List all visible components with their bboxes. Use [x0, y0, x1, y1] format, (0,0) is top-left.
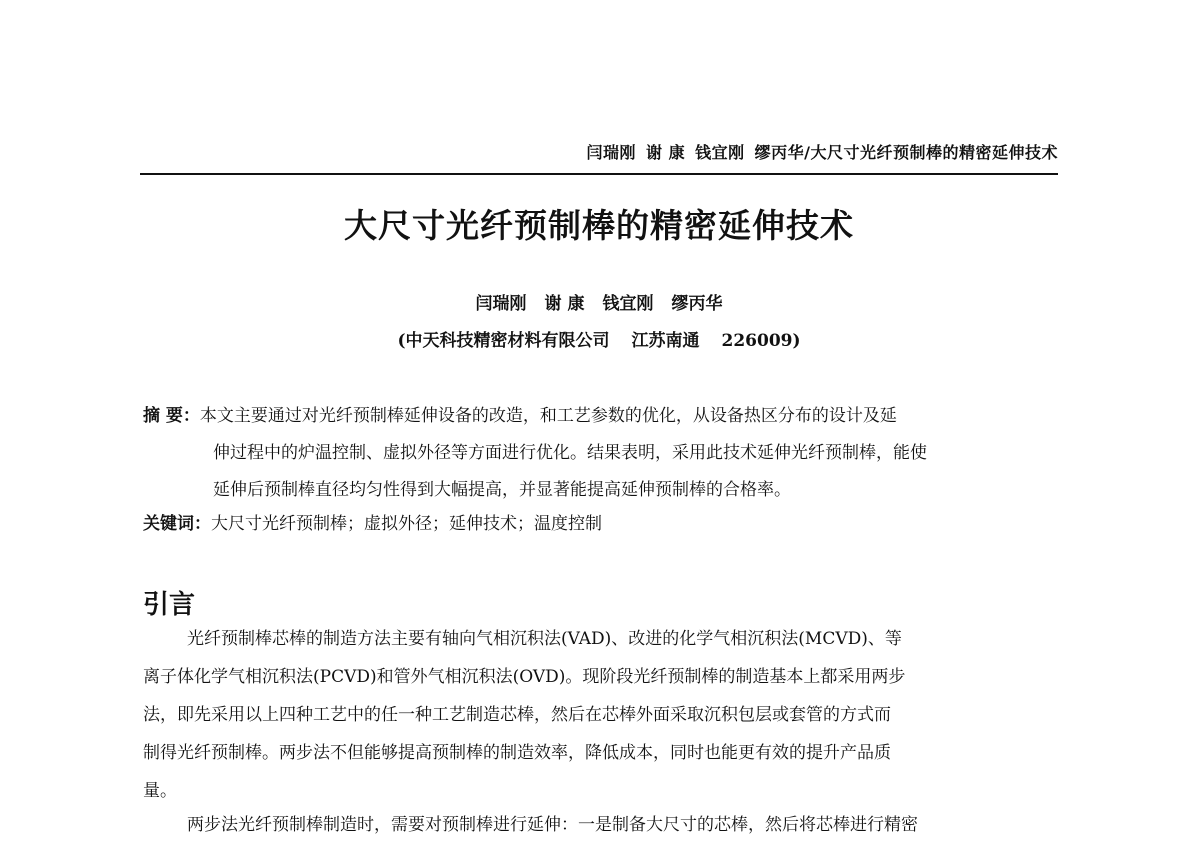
abstract-text: 本文主要通过对光纤预制棒延伸设备的改造，和工艺参数的优化，从设备热区分布的设计及延	[199, 406, 897, 426]
paragraph-line: 制得光纤预制棒。两步法不但能够提高预制棒的制造效率，降低成本，同时也能更有效的提升产品质	[143, 743, 891, 763]
paragraph-line: 光纤预制棒芯棒的制造方法主要有轴向气相沉积法(VAD)、改进的化学气相沉积法(MCVD)、等	[187, 629, 902, 649]
author: 谢 康	[544, 294, 585, 314]
abstract-line	[143, 398, 1058, 435]
abstract-line: 伸过程中的炉温控制、虚拟外径等方面进行优化。结果表明，采用此技术延伸光纤预制棒，能使	[213, 443, 927, 463]
paragraph-line: 两步法光纤预制棒制造时，需要对预制棒进行延伸：一是制备大尺寸的芯棒，然后将芯棒进行精密	[187, 815, 918, 835]
running-header-authors	[577, 143, 805, 162]
introduction-paragraph-1	[143, 620, 1058, 810]
running-header-author: 闫瑞刚	[586, 143, 637, 162]
section-heading-introduction: 引言	[143, 590, 196, 620]
keywords-label: 关键词：	[143, 514, 211, 534]
affiliation: (中天科技精密材料有限公司 江苏南通 226009)	[397, 331, 801, 351]
author: 闫瑞刚	[475, 294, 527, 314]
running-header	[140, 140, 1058, 163]
paragraph-line: 法，即先采用以上四种工艺中的任一种工艺制造芯棒，然后在芯棒外面采取沉积包层或套管的方式而	[143, 705, 891, 725]
affiliation-postcode: 226009	[721, 331, 793, 351]
keywords	[143, 509, 602, 534]
running-header-title: /大尺寸光纤预制棒的精密延伸技术	[804, 143, 1058, 162]
author: 缪丙华	[671, 294, 723, 314]
running-header-author: 谢 康	[646, 143, 686, 162]
header-rule	[140, 173, 1058, 175]
introduction-paragraph-2	[143, 806, 1058, 844]
abstract	[143, 398, 1058, 509]
running-header-author: 缪丙华	[754, 143, 805, 162]
author: 钱宜刚	[602, 294, 654, 314]
paragraph-line: 离子体化学气相沉积法(PCVD)和管外气相沉积法(OVD)。现阶段光纤预制棒的制造基本上都采用两步	[143, 667, 906, 687]
abstract-label: 摘 要：	[143, 406, 200, 426]
affiliation-city: 江苏南通	[631, 331, 700, 351]
affiliation-org: 中天科技精密材料有限公司	[405, 331, 610, 351]
paper-title: 大尺寸光纤预制棒的精密延伸技术	[344, 206, 854, 245]
paragraph-line: 量。	[143, 781, 177, 801]
author-list	[140, 289, 1058, 314]
abstract-line: 延伸后预制棒直径均匀性得到大幅提高，并显著能提高延伸预制棒的合格率。	[213, 480, 791, 500]
keywords-text: 大尺寸光纤预制棒；虚拟外径；延伸技术；温度控制	[211, 514, 602, 534]
running-header-author: 钱宜刚	[695, 143, 745, 162]
